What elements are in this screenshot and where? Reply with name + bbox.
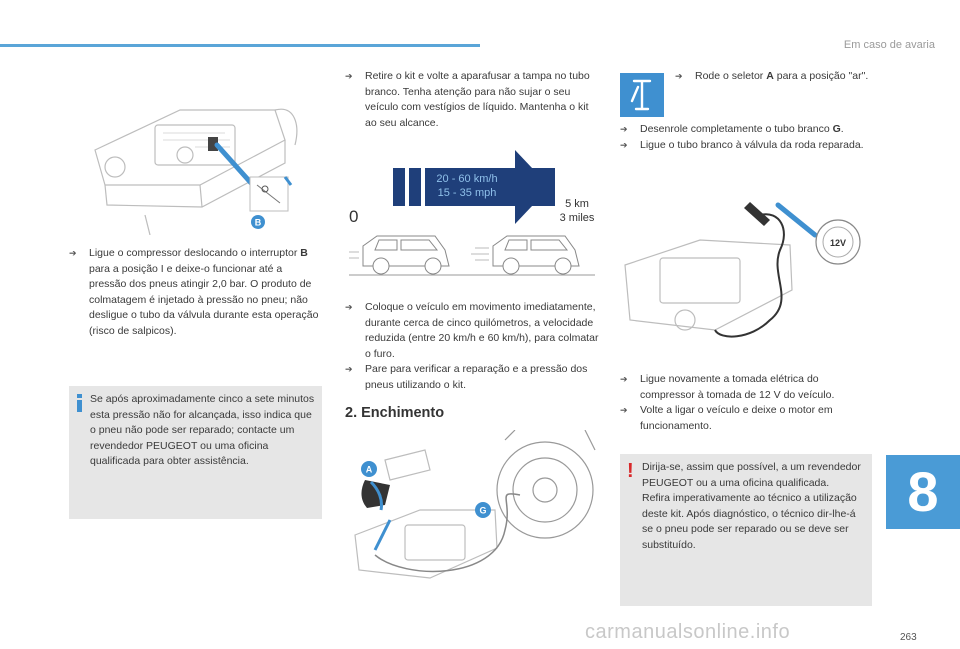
compressor-switch-illustration [85,85,305,235]
arrow-bullet-icon: ➔ [69,248,77,258]
arrow-bullet-icon: ➔ [675,71,683,81]
chapter-tab: 8 [886,455,960,529]
list-item: ➔ Coloque o veículo em movimento imediatamente, durante cerca de cinco quilómetros, a velocidade reduzida (entre 20 km/h e 60 km/h), para colmatar o furo. [345,300,600,362]
start-label: 0 [349,207,359,226]
warning-icon: ! [627,460,634,482]
col2-text-bottom [345,300,600,393]
list-item: ➔ Ligue novamente a tomada elétrica do compressor à tomada de 12 V do veículo. [620,372,875,403]
col1-text [69,246,322,339]
list-item: ➔ Rode o seletor A para a posição "ar". [675,69,875,85]
watermark: carmanualsonline.info [585,621,791,643]
col2-text-top [345,69,600,131]
figure-label-b: B [254,217,262,228]
arrow-bullet-icon: ➔ [620,139,628,150]
warning-text: Dirija-se, assim que possível, a um revendedor PEUGEOT ou a uma oficina qualificada. Refira imperativamente ao técnico a utilização deste kit. Após diagnóstico, o técnico dir-lhe-á se o pneu pode ser reparado ou se deve ser substituído. [642,461,861,551]
page-header-title: Em caso de avaria [843,39,935,51]
list-item: ➔ Retire o kit e volte a aparafusar a tampa no tubo branco. Tenha atenção para não sujar o seu veículo com vestígios de líquido. Mantenha o kit ao seu alcance. [345,69,600,131]
arrow-bullet-icon: ➔ [620,124,628,134]
arrow-bullet-icon: ➔ [345,71,353,81]
list-item: ➔ Ligue o compressor deslocando o interruptor B para a posição I e deixe-o funcionar até a pressão dos pneus atingir 2,0 bar. O produto de colmatagem é injetado à pressão no pneu; não desligue o tubo da válvula durante esta operação (risco de salpicos). [69,246,322,339]
list-item: ➔ Pare para verificar a reparação e a pressão dos pneus utilizando o kit. [345,362,600,393]
col3-text-top [675,69,875,85]
distance-km: 5 km [565,198,589,210]
list-item: ➔ Ligue o tubo branco à válvula da roda reparada. [620,138,875,154]
col3-text-mid [620,122,875,153]
speed-mph: 15 - 35 mph [437,187,497,199]
section-title: 2. Enchimento [345,405,445,421]
socket-connection-illustration [620,190,875,360]
figure-label-g: G [479,505,487,516]
info-text: Se após aproximadamente cinco a sete minutos esta pressão não for alcançada, isso indica que o pneu não pode ser reparado; contacte um revendedor PEUGEOT ou uma oficina qualificada para obter assistência. [90,393,315,467]
figure-label-a: A [365,464,373,475]
distance-miles: 3 miles [559,212,595,224]
info-box [69,386,322,519]
drive-distance-illustration [345,148,600,278]
arrow-bullet-icon: ➔ [620,405,628,415]
speed-kmh: 20 - 60 km/h [436,173,498,185]
col3-text-bottom [620,372,875,434]
info-icon [77,394,83,412]
list-item: ➔ Volte a ligar o veículo e deixe o motor em funcionamento. [620,403,875,434]
tool-icon [620,73,664,117]
header-accent-bar [0,44,480,47]
list-item: ➔ Desenrole completamente o tubo branco G. [620,122,875,138]
inflation-illustration [345,430,600,600]
page-number: 263 [900,632,917,643]
socket-label: 12V [829,238,847,248]
arrow-bullet-icon: ➔ [620,374,628,384]
arrow-bullet-icon: ➔ [345,364,353,374]
warning-box [620,454,872,606]
arrow-bullet-icon: ➔ [345,302,353,312]
